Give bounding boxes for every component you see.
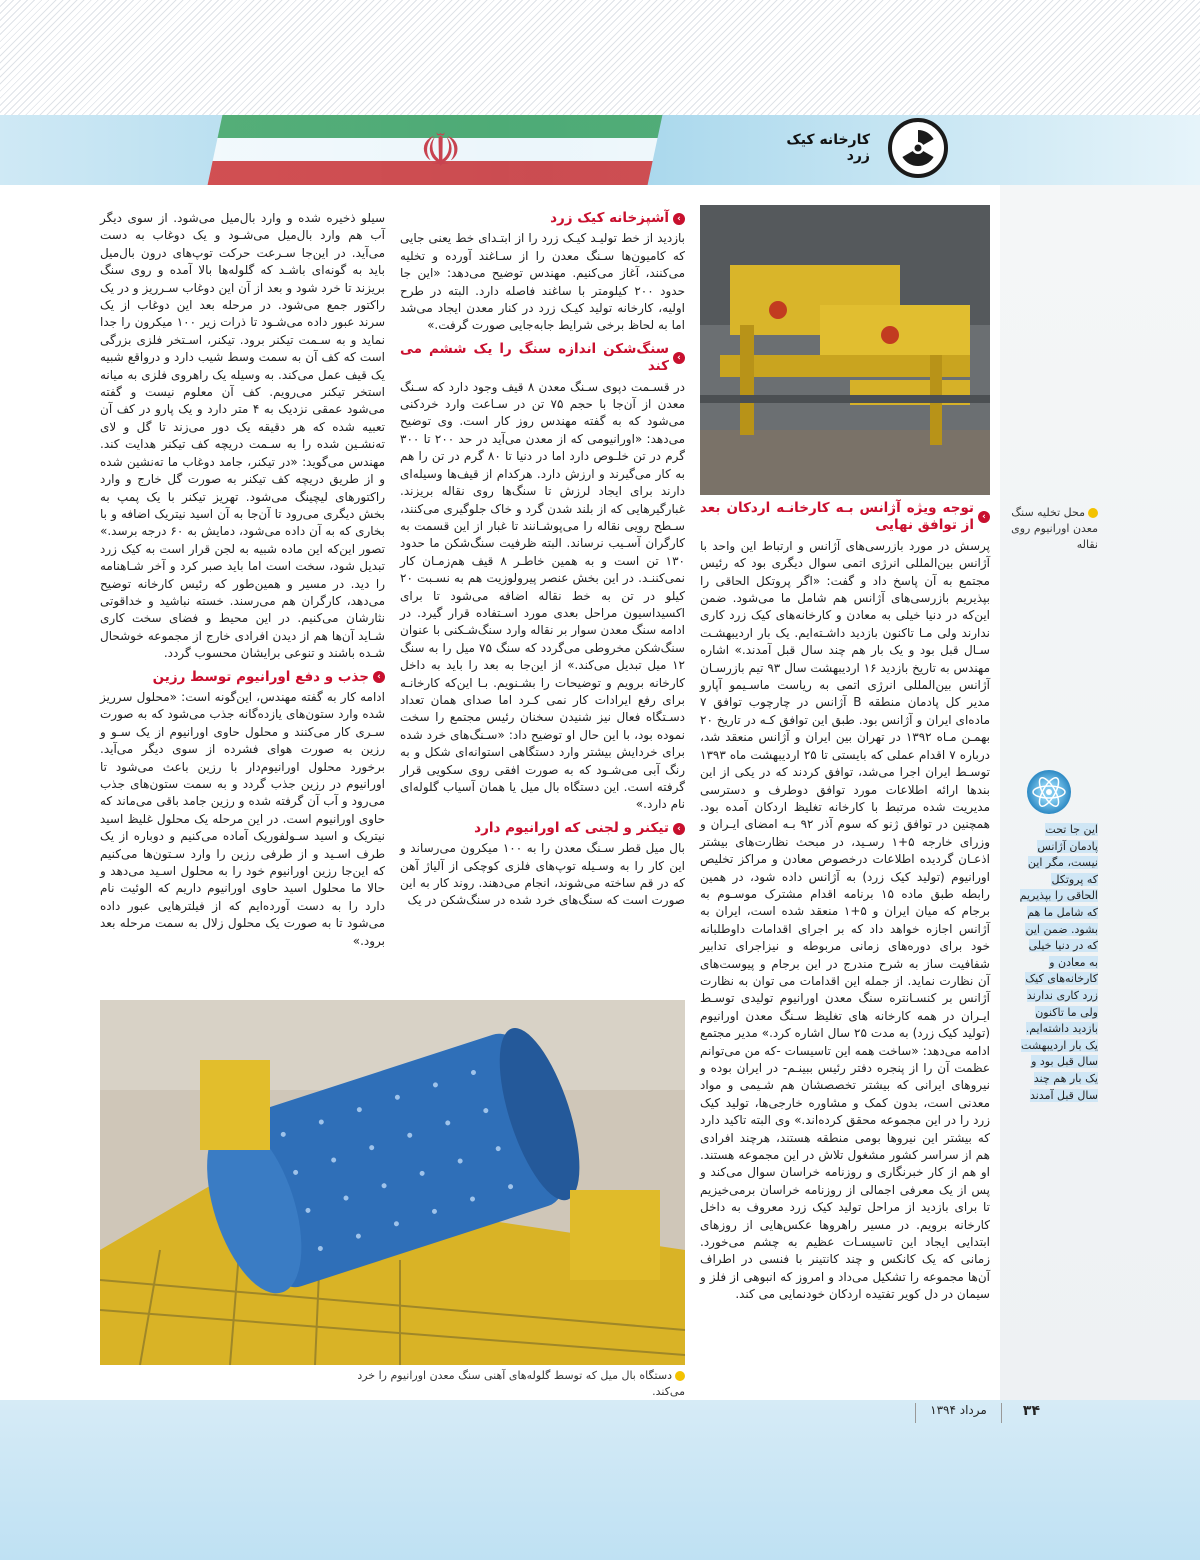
paragraph: سیلو ذخیره شده و وارد بال‌میل می‌شود. از سوی دیگر آب هم وارد بال‌میل می‌شـود و یک دوغاب به دست می‌آید. در این‌جا سـرعت حرکت توپ‌های درون بال‌میل باید به گونه‌ای باشـد که گلوله‌ها بالا آمده و روی سنگ بریزند تا خرد شود و بعد از آن این دوغاب سـرریز و در یک راکتور جمع می‌شود. در مرحله بعد این دوغاب از یک سرند عبور داده می‌شـود تا ذرات زیر ۱۰۰ میکرون را جدا نماید و به سـمت تیکنر برود. تیکنر، اسـتخر فلزی بزرگی است که کف آن به سمت وسط شیب دارد و درواقع شبیه یک قیف عمل می‌کند. به وسیله یک راهروی فلزی به میانه استخر تیکنر می‌رویم. کف آن معلوم نیست و گفته می‌شود عمقی نزدیک به ۴ متر دارد و یک پارو در کف آن تعبیه شده که هر دقیقه یک دور می‌زند تا گل و لای ته‌نشـین شده را به سـمت دریچه کف تیکنر هدایت کند. مهندس می‌گوید: «در تیکنر، جامد دوغاب ما ته‌نشین شده و از طریق دریچه کف تیکنر به صورت گل خارج و وارد راکتورهای لیچینگ می‌شود. تهریز تیکنر با یک پمپ به بخش دیگری می‌رود تا آن‌جا به آن اسید نیتریک اضافه و با بخاری که به آن داده می‌شود، دمایش به ۶۰ درجه برسد.» تصور این‌که این ماده شبیه به لجن قرار است به کیک زرد تبدیل شود، سخت است اما باید صبر کرد و آخر شـاهنامه را دید. در مسیر و همین‌طور که رئیس کارخانه توضیح می‌دهد، کارگران هم می‌رسند. خسته نباشید و خداقوتی نثارشان می‌کنیم. در این محیط و فضای سخت کاری شـاید آن‌ها هم از دیدن افرادی خارج از مجموعه خوشحال شـده باشند و تنوعی برایشان محسوب گردد.	[100, 211, 386, 661]
heading-yellowcake-kitchen	[400, 210, 685, 227]
header-banner	[0, 115, 1200, 185]
ball-mill-photo	[100, 1000, 685, 1365]
left-margin	[0, 185, 95, 1400]
pullquote-text: این جا تحت پادمان آژانس نیست، مگر این که پروتکل الحاقی را بپذیریم که شامل ما هم بشود. ضمن این که در دنیا خیلی به معادن و کارخانه‌های کیک زرد کاری ندارند ولی ما تاکنون بازدید داشته‌ایم. یک بار اردیبهشت سال قبل بود و یک بار هم چند سال قبل آمدند	[1019, 823, 1098, 1102]
heading-thickener	[400, 820, 685, 837]
column-middle	[400, 210, 685, 916]
radiation-icon	[888, 118, 948, 178]
section-title: کارخانه کیک زرد	[786, 132, 870, 164]
conveyor-photo-caption	[1010, 505, 1098, 553]
heading-resin	[100, 669, 385, 686]
issue-date: مرداد ۱۳۹۴	[915, 1403, 1002, 1423]
column-left	[100, 210, 385, 956]
footer-band	[0, 1400, 1200, 1560]
conveyor-photo	[700, 205, 990, 495]
heading-bullet-icon: ›	[373, 671, 385, 683]
heading-text: تیکنر و لجنی که اورانیوم دارد	[474, 819, 669, 836]
caption-text: محل تخلیه سنگ معدن اورانیوم روی نقاله	[1011, 506, 1098, 551]
paragraph: ادامه کار به گفته مهندس، این‌گونه است: «محلول سرریز شده وارد ستون‌های یازده‌گانه جذب می‌شود که به صورت سـری کار می‌کنند و محلول حاوی اورانیوم از یک سـو و رزین به صورت هوای فشرده از سوی دیگر می‌آید. برخورد محلول اورانیوم‌دار با رزین باعث می‌شود تا اورانیوم در رزین جذب گردد و به سمت ستون‌های جذب می‌رود و آب آن گرفته شده و رزین جامد باقی می‌ماند که حاوی اورانیوم است. در این مرحله یک محلول غلیظ اسید نیتریک و اسید سـولفوریک آماده می‌کنیم و دوباره از یک طرف اسـید و از طرفی رزین را وارد سـتون‌ها می‌کنیم که این‌جا رزین اورانیوم خود را به محلول اسـید می‌دهد و حالا ما محلول اسید حاوی اورانیوم داریم که الوئیت نام دارد را به دست آورده‌ایم که از فیلترهایی عبور داده می‌شود تا به صورت یک محلول زلال به سمت مرحله بعد برود.»	[100, 689, 385, 948]
caption-bullet-icon	[1088, 508, 1098, 518]
heading-text: توجه ویژه آژانس بـه کارخانـه اردکان بعد از توافق نهایی	[700, 500, 974, 534]
paragraph: بازدید از خط تولیـد کیـک زرد را از ابتـدای خط یعنی جایی که کامیون‌ها سـنگ معدن را از سـاغند آورده و تخلیه می‌کنند، آغاز می‌کنیم. مهندس توضیح می‌دهد: «این جا حدود ۲۰۰ کیلومتر با ساغند فاصله دارد. البته در طرح اولیه، کارخانه تولید کیـک زرد در کنار معدن ایجاد می‌شد اما به لحاظ برخی شرایط جابه‌جایی صورت گرفت.»	[400, 231, 685, 333]
pullquote	[1018, 822, 1098, 1104]
paragraph: بال میل قطر سـنگ معدن را به ۱۰۰ میکرون می‌رساند و این کار را به وسـیله توپ‌های فلزی کوچکی از آلیاژ آهن که در قم ساخته می‌شوند، انجام می‌دهند. روند کار به این صورت است که سنگ‌های خرد شده در سنگ‌شکن در یک	[400, 841, 685, 908]
heading-bullet-icon: ›	[673, 352, 685, 364]
iran-flag-graphic	[208, 115, 663, 185]
flag-emblem-icon: ☫	[420, 123, 462, 177]
heading-crusher	[400, 341, 685, 376]
header-pattern	[0, 0, 1200, 115]
page-number: ۳۴	[1022, 1403, 1040, 1419]
paragraph: در قسـمت دپوی سـنگ معدن ۸ قیف وجود دارد که سـنگ معدن از آن‌جا با حجم ۷۵ تن در سـاعت وارد خردکنی می‌شود که به گفته مهندس روز کار است. وی توضیح می‌دهد: «اورانیومی که از معدن می‌آید در حد ۲۰۰ تا ۳۰۰ گرم در تن خلـوص دارد اما در دنیا تا ۸۰ گرم در تن را هم به کار می‌گیرند و ارزش دارد. هرکدام از قیف‌ها وسیله‌ای دارند برای ایجاد لرزش تا سنگ‌ها روی نقاله بریزند. غبارگیرهایی که از بلند شدن گرد و خاک جلوگیری می‌کنند، سـطح رویی نقاله را می‌پوشـانند تا غبار از این قسمت به کارگران آسـیب نرساند. البته ظرفیت سنگ‌شکن ما حدود ۱۳۰ تن است و به همین خاطـر ۸ قیف هم‌زمـان کار نمی‌کننـد. در این بخش عنصر پیرولوزیت هم به نسـبت ۲۰ کیلو در تن به خط نقاله اضافه می‌شود تا برای اکسیداسیون مراحل بعدی مورد اسـتفاده قرار گیرد. در ادامه سنگ معدن سوار بر نقاله وارد سنگ‌شـکنی با عنوان سنگ‌شکن مخروطی می‌گردد که سنگ ۷۵ میل را به سنگ ۱۲ میل تبدیل می‌کند.» از این‌جا به بعد را باید به داخل کارخانه برویم و توضیحات را بشـنویم. بـا این‌که کارخانـه برای رفع ایرادات کار نمی کـرد اما صدای همان تعداد دسـتگاه فعال نیز شنیدن سخنان رئیس مجتمع را سخت نموده بود، با این حال او توضیح داد: «سـنگ‌های خرد شده برای خردایش بیشتر وارد دستگاهی استوانه‌ای شکل و به رنگ آبی می‌شـود که به صورت افقی روی سکویی قرار گرفته است. این دستگاه بال میل یا همان آسیاب گلوله‌ای نام دارد.»	[400, 379, 685, 812]
column-right	[700, 500, 990, 1310]
heading-text: سنگ‌شکن اندازه سنگ را یک ششم می کند	[400, 340, 669, 375]
ball-mill-caption	[330, 1368, 685, 1400]
heading-text: آشپزخانه کیک زرد	[550, 210, 669, 226]
atom-icon	[1027, 770, 1071, 814]
caption-text: دستگاه بال میل که توسط گلوله‌های آهنی سنگ معدن اورانیوم را خرد می‌کند.	[357, 1369, 685, 1398]
heading-iaea-attention	[700, 500, 990, 535]
heading-bullet-icon: ›	[673, 213, 685, 225]
heading-bullet-icon: ›	[673, 823, 685, 835]
caption-bullet-icon	[675, 1371, 685, 1381]
paragraph: پرسش در مورد بازرسی‌های آژانس و ارتباط این واحد با آژانس بین‌المللی انرژی اتمی سوال دیگری بود که رئیس مجتمع به آن پاسخ داد و گفت: «اگر پروتکل الحاقی را بپذیریم بازرسی‌های آژانس هم شامل ما می‌شود. ضمن این‌که در دنیا خیلی به معادن و کارخانه‌های کیک زرد کاری ندارند ولی مـا تاکنون بازدید داشـته‌ایم. یک بار اردیبهشـت سـال قبل بود و یک بار هم چند سال قبل آمدند.» اشاره مهندس به تاریخ بازدید ۱۶ اردیبهشت سال ۹۳ تیم بازرسـان آژانس بین‌المللی انرژی اتمی به ریاست ماسـیمو آپارو مدیر کل پادمان منطقه B آژانس در چارچوب توافق ۷ ماده‌ای ایران و آژانس بود. طبق این توافق کـه در تاریخ ۲۰ بهمـن مـاه ۱۳۹۲ در تهران بین ایران و آژانس منعقد شد، درباره ۷ اقدام عملی که بایستی تا ۲۵ اردیبهشت ماه ۱۳۹۳ توسـط ایران اجرا می‌شد، توافق کردند که در یکی از این بندها ارائه اطلاعات مورد توافق دوطرف و دسترسی مدیریت شده مرتبط با کارخانه تغلیظ اردکان آمده بود. همچنین در توافق ژنو که سوم آذر ۹۲ بـه امضای ایـران و وزرای خارجه ۵+۱ رسـید، در مبحث نظارت‌های بیشتر اذعـان گردیده اطلاعات درخصوص معادن و مراکز تخلیص اورانیوم (تولید کیک زرد) به آژانس داده شود، در همین رابطه طبق ماده ۱۵ برنامه اقدام مشترک موسـوم به برجام که میان ایران و ۵+۱ منعقد شده است، ایران به آژانس اجازه خواهد داد که بر اجرای اقدامات داوطلبانه خود برای دوره‌های زمانی مربوطه و نیزاجرای تدابیر شفافیت ساز به شرح مندرج در این برجام و پیوست‌های آن نظارت نماید. از جمله این اقدامات می توان به نظارت آژانس بر کنسـانتره سنگ معدن اورانیوم تولیدی توسـط ایـران در همه کارخانه های تغلیظ سـنگ معدن اورانیوم (تولید کیک زرد) به مدت ۲۵ سال اشاره کرد.» مدیر مجتمع ادامه می‌دهد: «ساخت همه این تاسیسات -که من می‌توانم عظمت آن را از پنجره دفتر رئیس ببینـم- در ایران بوده و نیروهای ایرانی که بیشتر تخصصشان هم شـیمی و مواد معدنی است، بدون کمک و مشاوره خارجی‌ها، تولید کیک زرد را در این مجموعه محقق کرده‌اند.» وی البته تاکید دارد که بیشتر این نیروها بومی منطقه هستند، هرچند افرادی هم از سراسر کشور مشغول تلاش در این مجموعه هستند. او هم از کار خبرنگاری و روزنامه خراسان سوال می‌کند و پس از یک معرفی اجمالی از روزنامه خراسان برمی‌خیزیم تا برای بازدید از مراحل تولید کیک زرد معروف به داخل کارخانه برویم. در مسیر راهروها عکس‌هایی از روزهای ابتدایی ایجاد این تاسیسـات عظیم به چشم می‌خورد. زمانی که یک کانکس و چند کانتینر با فنسی در اطراف آن‌ها مجموعه را تشکیل می‌داد و امروز که انبوهی از فلز و سیمان در دل کویر تفتیده اردکان خودنمایی می کند.	[700, 538, 991, 1302]
heading-text: جذب و دفع اورانیوم توسط رزین	[152, 668, 369, 685]
heading-bullet-icon: ›	[978, 511, 990, 523]
